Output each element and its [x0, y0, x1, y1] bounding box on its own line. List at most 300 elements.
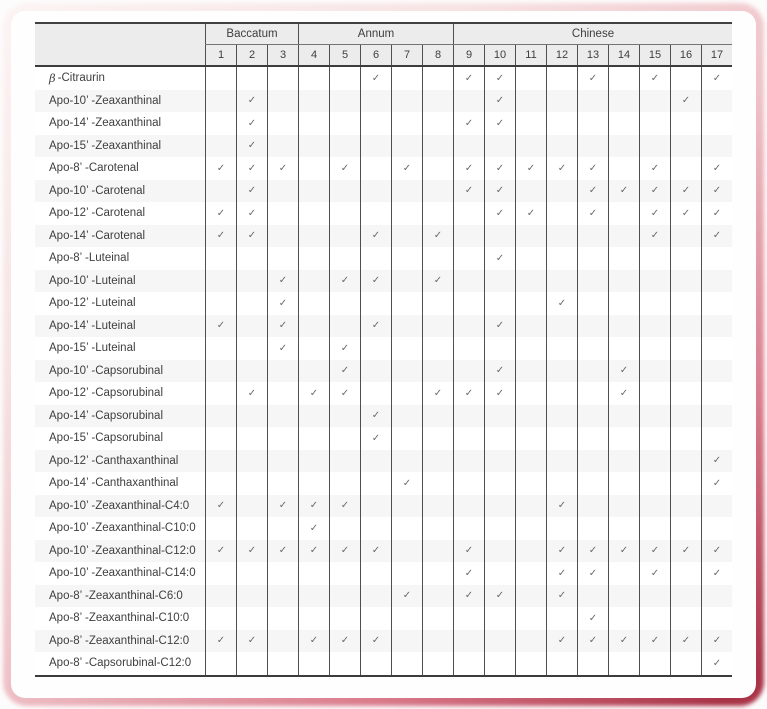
compound-label: Apo-8’ -Zeaxanthinal-C6:0	[49, 589, 183, 602]
empty-cell	[267, 562, 298, 585]
empty-cell	[360, 585, 391, 608]
empty-cell	[608, 450, 639, 473]
empty-cell	[360, 112, 391, 135]
empty-cell	[453, 292, 484, 315]
empty-cell	[236, 292, 267, 315]
empty-cell	[205, 607, 236, 630]
compound-label: Apo-14’ -Zeaxanthinal	[49, 117, 162, 130]
empty-cell	[577, 292, 608, 315]
group-header-row	[205, 24, 732, 45]
empty-cell	[391, 517, 422, 540]
empty-cell	[515, 405, 546, 428]
empty-cell	[670, 517, 701, 540]
checkmark-cell: ✓	[546, 495, 577, 518]
empty-cell	[484, 427, 515, 450]
empty-cell	[608, 427, 639, 450]
empty-cell	[391, 607, 422, 630]
empty-cell	[360, 337, 391, 360]
checkmark-cell: ✓	[298, 630, 329, 653]
checkmark-cell: ✓	[484, 585, 515, 608]
compound-label: Apo-15’ -Luteinal	[49, 342, 136, 355]
empty-cell	[267, 67, 298, 90]
empty-cell	[298, 585, 329, 608]
empty-cell	[670, 157, 701, 180]
checkmark-cell: ✓	[670, 540, 701, 563]
checkmark-cell: ✓	[205, 202, 236, 225]
empty-cell	[422, 405, 453, 428]
empty-cell	[701, 337, 732, 360]
checkmark-cell: ✓	[484, 90, 515, 113]
checkmark-cell: ✓	[391, 585, 422, 608]
empty-cell	[670, 585, 701, 608]
checkmark-cell: ✓	[391, 157, 422, 180]
empty-cell	[484, 405, 515, 428]
empty-cell	[515, 360, 546, 383]
empty-cell	[577, 247, 608, 270]
empty-cell	[205, 360, 236, 383]
checkmark-cell: ✓	[577, 157, 608, 180]
empty-cell	[267, 180, 298, 203]
empty-cell	[484, 337, 515, 360]
empty-cell	[205, 517, 236, 540]
empty-cell	[608, 112, 639, 135]
empty-cell	[670, 247, 701, 270]
empty-cell	[453, 202, 484, 225]
checkmark-cell: ✓	[236, 540, 267, 563]
empty-cell	[608, 652, 639, 675]
empty-cell	[515, 630, 546, 653]
empty-cell	[546, 180, 577, 203]
empty-cell	[608, 135, 639, 158]
empty-cell	[360, 90, 391, 113]
empty-cell	[298, 270, 329, 293]
column-header-13: 13	[577, 45, 608, 65]
checkmark-cell: ✓	[453, 540, 484, 563]
empty-cell	[670, 405, 701, 428]
empty-cell	[360, 517, 391, 540]
empty-cell	[577, 517, 608, 540]
column-header-14: 14	[608, 45, 639, 65]
empty-cell	[546, 90, 577, 113]
checkmark-cell: ✓	[670, 180, 701, 203]
empty-cell	[360, 135, 391, 158]
checkmark-cell: ✓	[236, 157, 267, 180]
empty-cell	[422, 360, 453, 383]
compound-label: Apo-10’ -Capsorubinal	[49, 364, 164, 377]
empty-cell	[577, 90, 608, 113]
empty-cell	[577, 112, 608, 135]
empty-cell	[236, 360, 267, 383]
empty-cell	[639, 270, 670, 293]
empty-cell	[329, 315, 360, 338]
empty-cell	[546, 315, 577, 338]
empty-cell	[236, 585, 267, 608]
empty-cell	[515, 472, 546, 495]
checkmark-cell: ✓	[236, 630, 267, 653]
empty-cell	[639, 405, 670, 428]
empty-cell	[515, 112, 546, 135]
empty-cell	[422, 472, 453, 495]
empty-cell	[298, 652, 329, 675]
empty-cell	[236, 247, 267, 270]
checkmark-cell: ✓	[639, 180, 670, 203]
empty-cell	[422, 315, 453, 338]
checkmark-cell: ✓	[484, 202, 515, 225]
empty-cell	[701, 112, 732, 135]
table-body	[35, 67, 732, 675]
beta-glyph: β	[49, 71, 56, 86]
empty-cell	[453, 247, 484, 270]
empty-cell	[205, 135, 236, 158]
checkmark-cell: ✓	[639, 630, 670, 653]
empty-cell	[453, 270, 484, 293]
empty-cell	[329, 472, 360, 495]
empty-cell	[298, 135, 329, 158]
column-header-1: 1	[205, 45, 236, 65]
checkmark-cell: ✓	[701, 157, 732, 180]
empty-cell	[639, 517, 670, 540]
compound-label: Apo-14’ -Canthaxanthinal	[49, 477, 179, 490]
compound-label: Apo-12’ -Luteinal	[49, 297, 136, 310]
empty-cell	[329, 180, 360, 203]
checkmark-cell: ✓	[670, 90, 701, 113]
empty-cell	[515, 540, 546, 563]
empty-cell	[205, 405, 236, 428]
empty-cell	[484, 135, 515, 158]
empty-cell	[546, 225, 577, 248]
empty-cell	[608, 247, 639, 270]
checkmark-cell: ✓	[360, 270, 391, 293]
checkmark-cell: ✓	[267, 292, 298, 315]
empty-cell	[453, 495, 484, 518]
table-row	[35, 382, 732, 405]
empty-cell	[422, 247, 453, 270]
empty-cell	[267, 472, 298, 495]
checkmark-cell: ✓	[701, 225, 732, 248]
checkmark-cell: ✓	[546, 585, 577, 608]
empty-cell	[329, 652, 360, 675]
empty-cell	[639, 135, 670, 158]
empty-cell	[329, 517, 360, 540]
column-header-5: 5	[329, 45, 360, 65]
checkmark-cell: ✓	[577, 540, 608, 563]
compound-label: Apo-14’ -Carotenal	[49, 229, 146, 242]
empty-cell	[453, 652, 484, 675]
empty-cell	[515, 315, 546, 338]
empty-cell	[236, 562, 267, 585]
empty-cell	[639, 450, 670, 473]
compound-label: Apo-10’ -Luteinal	[49, 274, 136, 287]
empty-cell	[608, 67, 639, 90]
empty-cell	[639, 292, 670, 315]
empty-cell	[515, 652, 546, 675]
empty-cell	[515, 382, 546, 405]
compound-label: Apo-10’ -Zeaxanthinal-C4:0	[49, 499, 190, 512]
checkmark-cell: ✓	[391, 472, 422, 495]
empty-cell	[298, 315, 329, 338]
checkmark-cell: ✓	[484, 180, 515, 203]
empty-cell	[329, 562, 360, 585]
empty-cell	[391, 67, 422, 90]
column-header-6: 6	[360, 45, 391, 65]
empty-cell	[577, 360, 608, 383]
empty-cell	[422, 292, 453, 315]
column-header-2: 2	[236, 45, 267, 65]
empty-cell	[391, 630, 422, 653]
empty-cell	[267, 630, 298, 653]
column-header-8: 8	[422, 45, 453, 65]
checkmark-cell: ✓	[236, 202, 267, 225]
empty-cell	[546, 450, 577, 473]
empty-cell	[360, 292, 391, 315]
checkmark-cell: ✓	[546, 562, 577, 585]
checkmark-cell: ✓	[329, 270, 360, 293]
empty-cell	[298, 90, 329, 113]
column-header-4: 4	[298, 45, 329, 65]
empty-cell	[546, 112, 577, 135]
empty-cell	[670, 652, 701, 675]
empty-cell	[236, 652, 267, 675]
checkmark-cell: ✓	[205, 495, 236, 518]
empty-cell	[515, 562, 546, 585]
compound-label: Apo-8’ -Capsorubinal-C12:0	[49, 657, 192, 670]
table-row	[35, 67, 732, 90]
empty-cell	[205, 337, 236, 360]
empty-cell	[453, 360, 484, 383]
empty-cell	[205, 472, 236, 495]
empty-cell	[608, 202, 639, 225]
document-page	[11, 11, 756, 698]
empty-cell	[422, 67, 453, 90]
empty-cell	[515, 450, 546, 473]
empty-cell	[453, 405, 484, 428]
checkmark-cell: ✓	[577, 180, 608, 203]
group-header-annum: Annum	[298, 24, 453, 44]
empty-cell	[701, 495, 732, 518]
empty-cell	[515, 495, 546, 518]
empty-cell	[484, 472, 515, 495]
empty-cell	[453, 472, 484, 495]
group-header-baccatum: Baccatum	[205, 24, 298, 44]
empty-cell	[515, 517, 546, 540]
checkmark-cell: ✓	[639, 540, 670, 563]
empty-cell	[639, 247, 670, 270]
checkmark-cell: ✓	[267, 540, 298, 563]
empty-cell	[360, 562, 391, 585]
empty-cell	[577, 472, 608, 495]
empty-cell	[422, 585, 453, 608]
checkmark-cell: ✓	[422, 270, 453, 293]
empty-cell	[298, 247, 329, 270]
empty-cell	[484, 450, 515, 473]
empty-cell	[360, 495, 391, 518]
empty-cell	[639, 427, 670, 450]
checkmark-cell: ✓	[515, 157, 546, 180]
checkmark-cell: ✓	[484, 247, 515, 270]
empty-cell	[205, 247, 236, 270]
table-row	[35, 652, 732, 675]
empty-cell	[267, 360, 298, 383]
empty-cell	[360, 450, 391, 473]
empty-cell	[422, 540, 453, 563]
empty-cell	[546, 135, 577, 158]
empty-cell	[577, 225, 608, 248]
checkmark-cell: ✓	[577, 607, 608, 630]
checkmark-cell: ✓	[453, 585, 484, 608]
empty-cell	[670, 427, 701, 450]
table-row	[35, 517, 732, 540]
empty-cell	[453, 90, 484, 113]
table-row	[35, 630, 732, 653]
checkmark-cell: ✓	[639, 157, 670, 180]
empty-cell	[546, 67, 577, 90]
empty-cell	[298, 225, 329, 248]
table-row	[35, 427, 732, 450]
empty-cell	[391, 405, 422, 428]
checkmark-cell: ✓	[701, 450, 732, 473]
table-row	[35, 540, 732, 563]
empty-cell	[515, 225, 546, 248]
empty-cell	[329, 292, 360, 315]
checkmark-cell: ✓	[360, 67, 391, 90]
compound-label: Apo-8’ -Zeaxanthinal-C10:0	[49, 612, 190, 625]
empty-cell	[298, 180, 329, 203]
empty-cell	[422, 337, 453, 360]
empty-cell	[701, 607, 732, 630]
empty-cell	[484, 270, 515, 293]
table-row	[35, 562, 732, 585]
checkmark-cell: ✓	[298, 517, 329, 540]
checkmark-cell: ✓	[267, 157, 298, 180]
table-row	[35, 292, 732, 315]
empty-cell	[453, 607, 484, 630]
empty-cell	[639, 585, 670, 608]
empty-cell	[298, 607, 329, 630]
empty-cell	[236, 315, 267, 338]
empty-cell	[701, 360, 732, 383]
checkmark-cell: ✓	[236, 90, 267, 113]
checkmark-cell: ✓	[577, 562, 608, 585]
checkmark-cell: ✓	[329, 495, 360, 518]
empty-cell	[484, 652, 515, 675]
checkmark-cell: ✓	[360, 427, 391, 450]
empty-cell	[484, 292, 515, 315]
checkmark-cell: ✓	[205, 157, 236, 180]
checkmark-cell: ✓	[608, 382, 639, 405]
compound-label: Apo-10’ -Zeaxanthinal-C12:0	[49, 544, 196, 557]
empty-cell	[639, 472, 670, 495]
empty-cell	[701, 405, 732, 428]
empty-cell	[298, 450, 329, 473]
checkmark-cell: ✓	[608, 540, 639, 563]
empty-cell	[608, 90, 639, 113]
empty-cell	[546, 472, 577, 495]
checkmark-cell: ✓	[484, 360, 515, 383]
empty-cell	[608, 517, 639, 540]
empty-cell	[484, 540, 515, 563]
empty-cell	[515, 135, 546, 158]
checkmark-cell: ✓	[701, 180, 732, 203]
empty-cell	[391, 652, 422, 675]
empty-cell	[267, 225, 298, 248]
checkmark-cell: ✓	[453, 562, 484, 585]
checkmark-cell: ✓	[298, 495, 329, 518]
table-row	[35, 360, 732, 383]
empty-cell	[391, 247, 422, 270]
empty-cell	[391, 202, 422, 225]
empty-cell	[236, 607, 267, 630]
column-number-row	[205, 45, 732, 65]
empty-cell	[546, 607, 577, 630]
empty-cell	[267, 652, 298, 675]
empty-cell	[453, 315, 484, 338]
empty-cell	[329, 585, 360, 608]
checkmark-cell: ✓	[267, 337, 298, 360]
empty-cell	[546, 270, 577, 293]
checkmark-cell: ✓	[236, 382, 267, 405]
empty-cell	[515, 292, 546, 315]
empty-cell	[422, 450, 453, 473]
empty-cell	[577, 337, 608, 360]
empty-cell	[577, 135, 608, 158]
column-header-11: 11	[515, 45, 546, 65]
empty-cell	[267, 450, 298, 473]
empty-cell	[546, 202, 577, 225]
empty-cell	[608, 157, 639, 180]
empty-cell	[298, 67, 329, 90]
empty-cell	[298, 405, 329, 428]
checkmark-cell: ✓	[608, 180, 639, 203]
empty-cell	[577, 427, 608, 450]
empty-cell	[670, 225, 701, 248]
checkmark-cell: ✓	[298, 540, 329, 563]
empty-cell	[670, 135, 701, 158]
empty-cell	[639, 315, 670, 338]
checkmark-cell: ✓	[484, 315, 515, 338]
empty-cell	[453, 517, 484, 540]
compound-label: Apo-15’ -Capsorubinal	[49, 432, 164, 445]
table-row	[35, 270, 732, 293]
empty-cell	[422, 157, 453, 180]
empty-cell	[515, 180, 546, 203]
empty-cell	[422, 517, 453, 540]
table-row	[35, 225, 732, 248]
empty-cell	[267, 247, 298, 270]
empty-cell	[360, 607, 391, 630]
compound-label: Apo-10’ -Zeaxanthinal-C10:0	[49, 522, 196, 535]
empty-cell	[267, 202, 298, 225]
empty-cell	[329, 247, 360, 270]
checkmark-cell: ✓	[546, 540, 577, 563]
checkmark-cell: ✓	[298, 382, 329, 405]
checkmark-cell: ✓	[484, 157, 515, 180]
empty-cell	[236, 67, 267, 90]
empty-cell	[546, 652, 577, 675]
compound-label: Apo-8’ -Carotenal	[49, 162, 139, 175]
empty-cell	[608, 292, 639, 315]
empty-cell	[577, 585, 608, 608]
empty-cell	[608, 495, 639, 518]
empty-cell	[391, 427, 422, 450]
checkmark-cell: ✓	[329, 157, 360, 180]
table-row	[35, 90, 732, 113]
empty-cell	[267, 405, 298, 428]
table-row	[35, 495, 732, 518]
empty-cell	[298, 472, 329, 495]
checkmark-cell: ✓	[236, 225, 267, 248]
checkmark-cell: ✓	[484, 112, 515, 135]
empty-cell	[267, 112, 298, 135]
